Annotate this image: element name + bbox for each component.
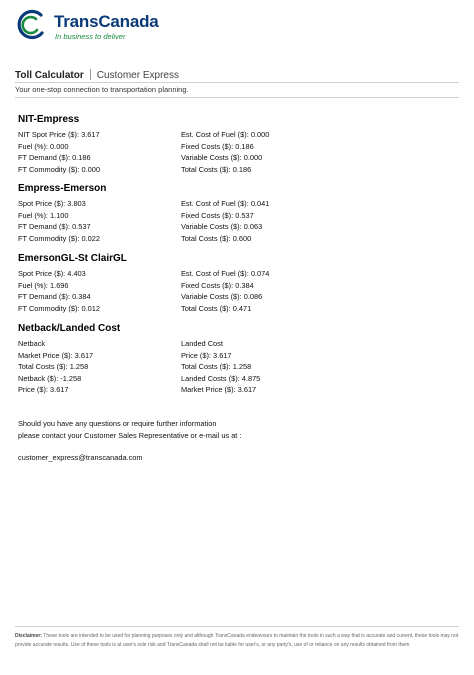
value-line: Market Price ($): 3.617 [18,350,94,360]
value-line: Market Price ($): 3.617 [181,385,257,395]
contact-line: please contact your Customer Sales Representative or e-mail us at : [18,431,242,440]
footer-divider [15,626,459,627]
value-line: Total Costs ($): 0.471 [181,303,252,313]
value-line: Price ($): 3.617 [18,385,69,395]
page-title-row [15,69,179,81]
contact-line: Should you have any questions or require further information [18,419,217,428]
value-line: Netback ($): -1.258 [18,373,82,383]
value-line: Total Costs ($): 1.258 [181,362,252,372]
section-emersongl-stclairgl [18,253,458,313]
section-title: Netback/Landed Cost [18,323,121,334]
value-line: Fixed Costs ($): 0.186 [181,141,254,151]
value-line: NIT Spot Price ($): 3.617 [18,130,100,139]
page-description: Your one-stop connection to transportation planning. [15,85,189,94]
section-title: EmersonGL-St ClairGL [18,253,127,264]
value-line: Fixed Costs ($): 0.537 [181,210,254,220]
value-line: Variable Costs ($): 0.000 [181,153,263,163]
transcanada-logo[interactable] [14,8,174,44]
title-divider [15,82,459,83]
disclaimer-label: Disclaimer: [15,633,42,639]
value-line: FT Commodity ($): 0.022 [18,233,101,243]
value-line: Est. Cost of Fuel ($): 0.000 [181,130,270,139]
value-line: Total Costs ($): 0.600 [181,233,252,243]
title-separator [90,69,91,80]
section-empress-emerson [18,183,458,243]
contact-email-link[interactable]: customer_express@transcanada.com [18,453,143,462]
brand-tagline: In business to deliver [55,32,126,41]
value-line: Price ($): 3.617 [181,350,232,360]
tool-name: Customer Express [96,70,179,81]
value-line: FT Demand ($): 0.537 [18,222,91,232]
section-nit-empress [18,114,458,174]
value-line: Spot Price ($): 3.803 [18,199,86,208]
value-line: FT Commodity ($): 0.000 [18,164,101,174]
value-line: Est. Cost of Fuel ($): 0.074 [181,269,270,278]
value-line: Variable Costs ($): 0.063 [181,222,263,232]
section-netback-landed-cost [18,323,458,395]
value-line: Fuel (%): 1.100 [18,210,69,220]
page-title: Toll Calculator [15,70,84,81]
value-line: Landed Cost [181,339,223,348]
brand-name: TransCanada [54,12,159,31]
contact-info [18,418,241,442]
value-line: Fuel (%): 1.696 [18,280,69,290]
value-line: Total Costs ($): 1.258 [18,362,89,372]
value-line: Total Costs ($): 0.186 [181,164,252,174]
value-line: Fuel (%): 0.000 [18,141,69,151]
value-line: FT Demand ($): 0.186 [18,153,91,163]
value-line: Variable Costs ($): 0.086 [181,292,263,302]
value-line: Fixed Costs ($): 0.384 [181,280,254,290]
transcanada-swirl-icon [14,8,48,42]
section-title: NIT-Empress [18,114,80,125]
disclaimer [15,632,460,650]
value-line: Est. Cost of Fuel ($): 0.041 [181,199,270,208]
value-line: Netback [18,339,46,348]
section-title: Empress-Emerson [18,183,107,194]
value-line: Landed Costs ($): 4.875 [181,373,261,383]
value-line: FT Demand ($): 0.384 [18,292,91,302]
disclaimer-text: These tools are intended to be used for planning purposes only and although TransCanada endeavours to maintain the tools in such a way that is accurate and current, these tools may not provide accurate results. Use of these tools is at user's sole risk and TransCanada shall not be liable for user's, or any party's, use of or reliance on any results obtained from them [15,633,459,648]
value-line: FT Commodity ($): 0.012 [18,303,101,313]
header-divider [15,97,459,98]
value-line: Spot Price ($): 4.403 [18,269,86,278]
